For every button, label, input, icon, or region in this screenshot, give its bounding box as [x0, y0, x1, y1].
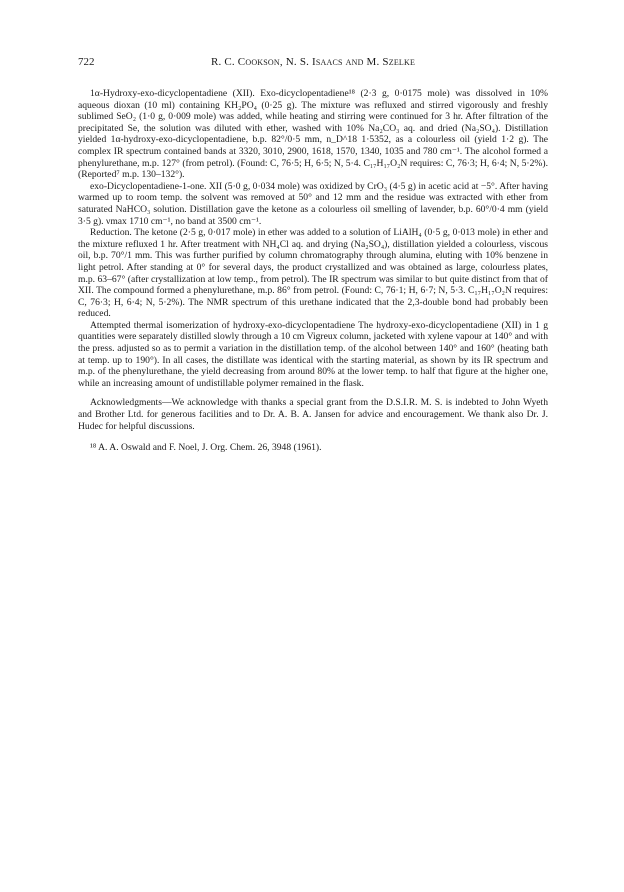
article-body	[78, 88, 548, 454]
paragraph-thermal-isomerization: Attempted thermal isomerization of hydroxy-exo-dicyclopentadiene The hydroxy-exo-dicyclopentadiene (XII) in 1 g quantities were separately distilled slowly through a 10 cm Vigreux column, jacketed with xylene vapour at 140° and with the press. adjusted so as to permit a variation in the distillation temp. of the alcohol between 140° and 160° (heating bath at temp. up to 190°). In all cases, the distillate was identical with the starting material, as shown by its IR spectrum and m.p. of the phenylurethane, the yield decreasing from around 80% at the lower temp. to half that figure at the higher one, while an increasing amount of undistillable polymer remained in the flask.	[78, 319, 548, 389]
paragraph-ketone-oxidation: exo-Dicyclopentadiene-1-one. XII (5·0 g, 0·034 mole) was oxidized by CrO₃ (4·5 g) in acetic acid at −5°. After having warmed up to room temp. the solvent was removed at 50° and 12 mm and the residue was extracted with ether from saturated NaHCO₃ solution. Distillation gave the ketone as a colourless oil smelling of lavender, b.p. 60°/0·4 mm (yield 3·5 g). νmax 1710 cm⁻¹, no band at 3500 cm⁻¹.	[78, 180, 548, 227]
footnote-reference: ¹⁸ A. A. Oswald and F. Noel, J. Org. Chem. 26, 3948 (1961).	[90, 442, 322, 454]
running-header-authors: R. C. Cookson, N. S. Isaacs and M. Szelke	[210, 56, 416, 68]
page-number: 722	[78, 56, 95, 68]
paragraph-reduction: Reduction. The ketone (2·5 g, 0·017 mole) in ether was added to a solution of LiAlH₄ (0·5 g, 0·013 mole) in ether and the mixture refluxed 1 hr. After treatment with NH₄Cl aq. and drying (Na₂SO₄), distillation yielded a colourless, viscous oil, b.p. 70°/1 mm. This was further purified by column chromatography through alumina, eluting with 10% benzene in light petrol. After standing at 0° for several days, the product crystallized and was obtained as large, colourless plates, m.p. 63–67° (after crystallization at low temp., from petrol). The IR spectrum was similar to but quite distinct from that of XII. The compound formed a phenylurethane, m.p. 86° from petrol. (Found: C, 76·1; H, 6·7; N, 5·3. C₁₇H₁₇O₂N requires: C, 76·3; H, 6·4; N, 5·2%). The NMR spectrum of this urethane indicated that the 2,3-double bond had probably been reduced.	[78, 227, 548, 320]
acknowledgments: Acknowledgments—We acknowledge with thanks a special grant from the D.S.I.R. M. S. is indebted to John Wyeth and Brother Ltd. for generous facilities and to Dr. A. B. A. Jansen for advice and encouragement. We thank also Dr. J. Hudec for helpful discussions.	[78, 397, 548, 432]
paragraph-hydroxy-synthesis: 1α-Hydroxy-exo-dicyclopentadiene (XII). Exo-dicyclopentadiene¹⁸ (2·3 g, 0·0175 mole) was dissolved in 10% aqueous dioxan (10 ml) containing KH₂PO₄ (0·25 g). The mixture was refluxed and stirred vigorously and freshly sublimed SeO₂ (1·0 g, 0·009 mole) was added, while heating and stirring were continued for 3 hr. After filtration of the precipitated Se, the solution was diluted with ether, washed with 10% Na₂CO₃ aq. and dried (Na₂SO₄). Distillation yielded 1α-hydroxy-exo-dicyclopentadiene, b.p. 82°/0·5 mm, n_D^18 1·5352, as a colourless oil (yield 1·2 g). The complex IR spectrum contained bands at 3320, 3010, 2900, 1618, 1570, 1340, 1035 and 780 cm⁻¹. The alcohol formed a phenylurethane, m.p. 127° (from petrol). (Found: C, 76·5; H, 6·5; N, 5·4. C₁₇H₁₇O₂N requires: C, 76·3; H, 6·4; N, 5·2%). (Reported⁷ m.p. 130–132°).	[78, 88, 548, 181]
running-header	[78, 56, 548, 72]
